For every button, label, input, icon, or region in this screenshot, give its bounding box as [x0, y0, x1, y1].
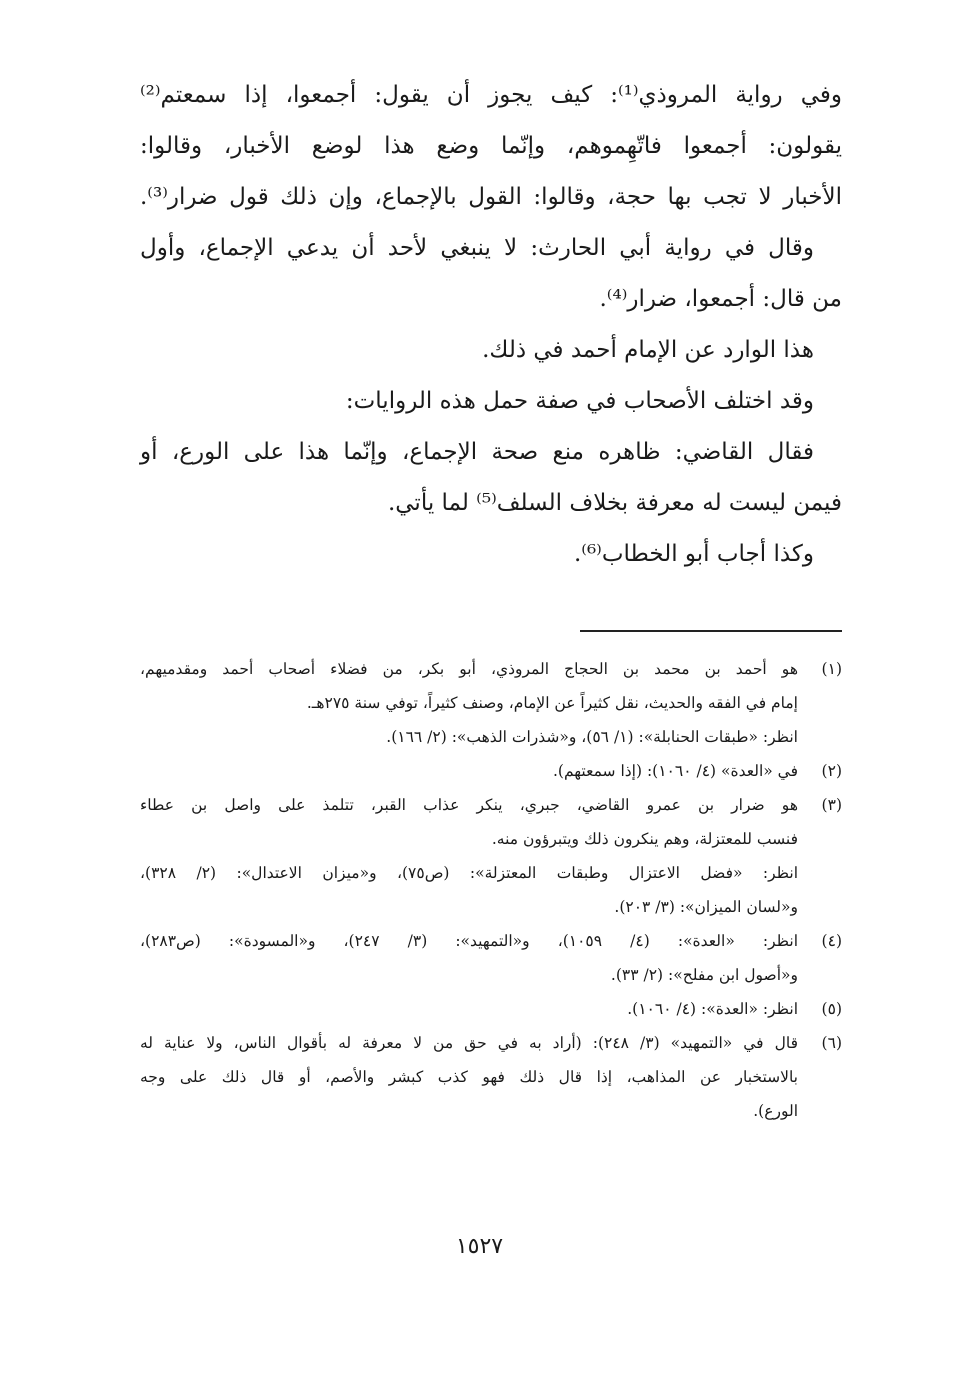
footnote	[140, 652, 842, 754]
footnote-line: انظر: «العدة»: (٤/ ١٠٦٠).	[627, 1000, 798, 1018]
footnote-line: انظر: «طبقات الحنابلة»: (١/ ٥٦)، و«شذرات الذهب»: (٢/ ١٦٦).	[386, 728, 798, 746]
footnote-line: انظر: «العدة»: (٤/ ١٠٥٩)، و«التمهيد»: (٣/ ٢٤٧)، و«المسودة»: (ص٢٨٣)،	[140, 932, 798, 950]
main-line: فقال القاضي: ظاهره منع صحة الإجماع، وإنّما هذا على الورع، أو	[140, 439, 814, 465]
footnote-line: بالاستخبار عن المذاهب، إذا قال ذلك فهو كذب كبشر والأصم، أو قال ذلك على وجه	[140, 1068, 798, 1086]
main-line: من قال: أجمعوا، ضرار⁽⁴⁾.	[599, 286, 842, 312]
footnote-number: (١)	[821, 660, 842, 678]
footnote-line: فنسب للمعتزلة، وهم ينكرون ذلك ويتبرؤون منه.	[491, 830, 798, 848]
footnote-number: (٢)	[821, 762, 842, 780]
footnote-line: انظر: «فضل الاعتزال وطبقات المعتزلة»: (ص٧٥)، و«ميزان الاعتدال»: (٢/ ٣٢٨)،	[140, 864, 798, 882]
footnote-line: إمام في الفقه والحديث، نقل كثيراً عن الإمام، وصنف كثيراً، توفي سنة ٢٧٥هـ.	[306, 694, 798, 712]
main-line: وقد اختلف الأصحاب في صفة حمل هذه الروايات:	[345, 388, 814, 414]
footnote-divider	[580, 630, 842, 632]
footnote-line: هو ضرار بن عمرو القاضي، جبري، ينكر عذاب القبر، تتلمذ على واصل بن عطاء	[140, 796, 798, 814]
footnote-number: (٤)	[821, 932, 842, 950]
footnote	[140, 1026, 842, 1128]
footnote-line: الورع).	[753, 1102, 798, 1120]
page-number: ١٥٢٧	[455, 1234, 504, 1259]
main-line: فيمن ليست له معرفة بخلاف السلف⁽⁵⁾ لما يأتي.	[387, 490, 842, 516]
footnote-number: (٦)	[821, 1034, 842, 1052]
main-line: وكذا أجاب أبو الخطاب⁽⁶⁾.	[573, 541, 814, 567]
footnote-line: هو أحمد بن محمد بن الحجاج المروذي، أبو بكر، من فضلاء أصحاب أحمد ومقدميهم،	[140, 660, 798, 678]
main-line: وقال في رواية أبي الحارث: لا ينبغي لأحد أن يدعي الإجماع، وأول	[140, 235, 814, 261]
footnote	[140, 754, 842, 788]
footnote	[140, 788, 842, 924]
main-line: يقولون: أجمعوا فاتّهِموهم، وإنّما وضع هذا لوضع الأخبار، وقالوا:	[140, 133, 842, 159]
main-line: الأخبار لا تجب بها حجة، وقالوا: القول بالإجماع، وإن ذلك قول ضرار⁽³⁾.	[140, 184, 842, 210]
main-text	[140, 70, 842, 580]
footnote-line: قال في «التمهيد» (٣/ ٢٤٨): (أراد به في حق من لا معرفة له بأقوال الناس، ولا عناية له	[140, 1034, 799, 1052]
footnote-number: (٣)	[821, 796, 842, 814]
footnote	[140, 992, 842, 1026]
footnote-line: في «العدة» (٤/ ١٠٦٠): (إذا سمعتهم).	[553, 762, 798, 780]
footnote-line: و«أصول ابن مفلح»: (٢/ ٣٣).	[610, 966, 798, 984]
footnote-line: و«لسان الميزان»: (٣/ ٢٠٣).	[614, 898, 798, 916]
main-line: هذا الوارد عن الإمام أحمد في ذلك.	[482, 337, 814, 363]
main-line: وفي رواية المروذي⁽¹⁾: كيف يجوز أن يقول: أجمعوا، إذا سمعتم⁽²⁾	[140, 82, 843, 108]
footnote-number: (٥)	[821, 1000, 842, 1018]
footnote	[140, 924, 842, 992]
footnotes	[140, 652, 842, 1128]
